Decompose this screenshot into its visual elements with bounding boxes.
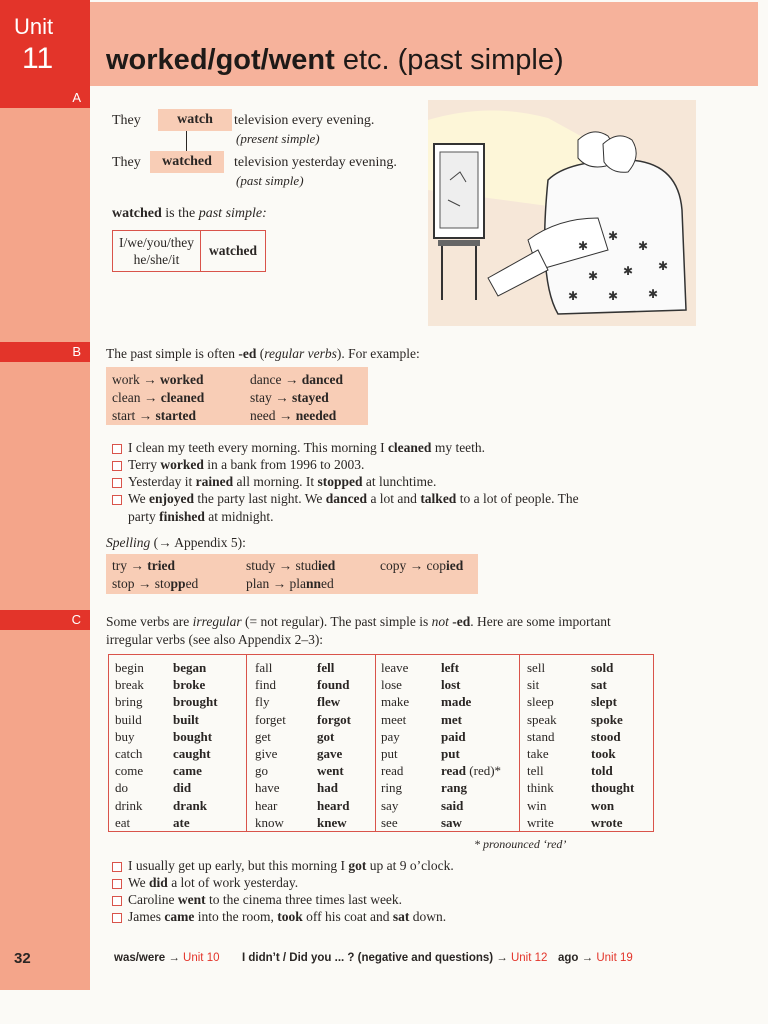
irr-verb-base: lose	[381, 677, 402, 693]
irr-col1-base	[115, 659, 144, 831]
irr-verb-base: sleep	[527, 694, 554, 710]
irr-col2-past	[317, 659, 351, 831]
a-table-subjects: I/we/you/they he/she/it	[113, 231, 201, 272]
a-row2-note: (past simple)	[236, 173, 304, 188]
irr-verb-base: sit	[527, 677, 540, 693]
b-example-1: I clean my teeth every morning. This morning I cleaned my teeth.	[128, 440, 486, 455]
irr-verb-base: hear	[255, 797, 278, 813]
b-spelling-col2: study → studied plan → planned	[246, 558, 336, 591]
left-sidebar	[0, 0, 90, 990]
irr-verb-base: speak	[527, 711, 557, 727]
irr-verb-base: write	[527, 814, 554, 830]
irr-verb-past: saw	[441, 814, 462, 830]
irr-verb-past: sold	[591, 660, 614, 675]
irr-col3-base	[381, 659, 409, 831]
irr-verb-past: forgot	[317, 711, 351, 727]
table-divider	[519, 655, 520, 831]
irr-verb-past: stood	[591, 728, 621, 744]
table-divider	[246, 655, 247, 831]
a-caption: watched is the past simple:	[112, 206, 267, 221]
b-pairs-col1	[112, 371, 204, 425]
irr-verb-past: sat	[591, 677, 607, 693]
irr-col4-past	[591, 659, 634, 831]
irr-verb-past: rang	[441, 780, 467, 796]
irr-verb-base: meet	[381, 711, 407, 727]
irr-verb-base: break	[115, 677, 144, 693]
b-example-2: Terry worked in a bank from 1996 to 2003.	[128, 457, 365, 472]
irr-verb-base: make	[381, 694, 410, 710]
irr-verb-base: tell	[527, 763, 544, 779]
read-pronunciation-note: (red)*	[466, 763, 502, 779]
c-example-4: James came into the room, took off his coat and sat down.	[128, 909, 447, 924]
footer-link-unit-10[interactable]: was/were → Unit 10	[114, 952, 220, 964]
irr-verb-base: go	[255, 763, 268, 779]
b-example-3: Yesterday it rained all morning. It stopped at lunchtime.	[128, 474, 437, 489]
irr-verb-past: lost	[441, 677, 461, 693]
irr-verb-past: got	[317, 728, 335, 744]
irr-verb-past: met	[441, 711, 462, 727]
irr-col4-base	[527, 659, 557, 831]
a-row1-note: (present simple)	[236, 131, 320, 146]
irr-verb-base: take	[527, 746, 549, 762]
illustration-drawing	[428, 100, 696, 326]
section-b-marker: B	[0, 342, 90, 362]
irr-verb-base: pay	[381, 728, 400, 744]
b-spelling-label: Spelling (→ Appendix 5):	[106, 535, 246, 550]
irr-verb-past: heard	[317, 797, 350, 813]
irr-verb-past: broke	[173, 677, 206, 693]
section-a-marker: A	[0, 88, 90, 108]
footer-link-unit-12[interactable]: I didn’t / Did you ... ? (negative and questions) → Unit 12	[242, 952, 548, 964]
svg-text:✱: ✱	[568, 289, 579, 303]
irr-verb-base: get	[255, 728, 271, 744]
irr-verb-base: find	[255, 677, 276, 693]
irr-verb-base: put	[381, 746, 398, 762]
irr-verb-past: thought	[591, 780, 635, 796]
unit-word: Unit	[14, 14, 54, 39]
irr-verb-past: made	[441, 694, 472, 710]
b-pair-clean: clean → cleaned	[112, 390, 205, 405]
page-title: worked/got/went etc. (past simple)	[106, 44, 564, 76]
irr-verb-past: went	[317, 763, 344, 779]
irr-verb-base: know	[255, 814, 284, 830]
irr-verb-past: won	[591, 797, 615, 813]
irr-verb-base: bring	[115, 694, 143, 710]
irr-col1-past	[173, 659, 218, 831]
irr-col2-base	[255, 659, 286, 831]
footer-link-unit-19[interactable]: ago → Unit 19	[558, 952, 633, 964]
irr-verb-past: began	[173, 660, 207, 675]
tv-couple-illustration	[428, 100, 696, 326]
unit-badge	[0, 0, 90, 88]
irr-verb-past: slept	[591, 694, 617, 710]
irr-verb-past: told	[591, 763, 613, 779]
b-pair-start: start → started	[112, 408, 196, 423]
b-pair-stay: stay → stayed	[250, 390, 329, 405]
irr-verb-past: took	[591, 746, 616, 762]
svg-text:✱: ✱	[648, 287, 659, 301]
irr-verb-base: read	[381, 763, 404, 779]
irr-verb-base: think	[527, 780, 554, 796]
irr-verb-past: brought	[173, 694, 218, 710]
irr-verb-base: build	[115, 711, 142, 727]
b-pairs-col2	[250, 371, 343, 425]
irr-verb-base: stand	[527, 728, 555, 744]
a-row2-subject: They	[112, 155, 141, 170]
irr-verb-base: forget	[255, 711, 286, 727]
irr-verb-past: came	[173, 763, 202, 779]
table-divider	[375, 655, 376, 831]
irr-verb-past: built	[173, 711, 200, 727]
b-intro: The past simple is often -ed (regular verbs). For example:	[106, 346, 420, 361]
irr-verb-base: begin	[115, 660, 144, 675]
a-row1-verb: watch	[158, 109, 232, 131]
a-table	[112, 230, 266, 272]
irr-verb-past: found	[317, 677, 350, 693]
c-intro-line1: Some verbs are irregular (= not regular). The past simple is not -ed. Here are some important	[106, 614, 611, 629]
b-pair-work: work → worked	[112, 372, 204, 387]
b-example-4-continued: party finished at midnight.	[128, 509, 274, 524]
svg-text:✱: ✱	[608, 289, 619, 303]
a-row1-subject: They	[112, 113, 141, 128]
a-table-value: watched	[200, 231, 265, 272]
svg-text:✱: ✱	[623, 264, 634, 278]
irr-verb-past: did	[173, 780, 192, 796]
b-spelling-col1: try → tried stop → stopped	[112, 558, 199, 591]
c-example-2: We did a lot of work yesterday.	[128, 875, 299, 890]
b-pair-dance: dance → danced	[250, 372, 343, 387]
irr-verb-past: gave	[317, 746, 343, 762]
irr-verb-past: spoke	[591, 711, 623, 727]
irr-verb-base: sell	[527, 660, 546, 675]
irr-verb-past: bought	[173, 728, 213, 744]
irr-verb-past: paid	[441, 728, 466, 744]
irr-verb-base: see	[381, 814, 398, 830]
irr-verb-base: fly	[255, 694, 270, 710]
irr-verb-past: fell	[317, 660, 335, 675]
irr-verb-past: caught	[173, 746, 211, 762]
irr-verb-past: had	[317, 780, 338, 796]
irr-verb-past: knew	[317, 814, 347, 830]
page-number: 32	[14, 950, 31, 967]
b-pair-need: need → needed	[250, 408, 337, 423]
a-row2-verb: watched	[150, 151, 224, 173]
irr-verb-past: ate	[173, 814, 190, 830]
irr-verb-base: ring	[381, 780, 402, 796]
svg-text:✱: ✱	[658, 259, 669, 273]
irr-verb-past: left	[441, 660, 460, 675]
svg-text:✱: ✱	[608, 229, 619, 243]
irr-verb-base: eat	[115, 814, 131, 830]
irr-verb-past: put	[441, 746, 460, 762]
irr-verb-past: drank	[173, 797, 207, 813]
irr-verb-past: flew	[317, 694, 341, 710]
irr-verb-base: win	[527, 797, 547, 813]
page-header	[90, 2, 758, 86]
irr-verb-base: drink	[115, 797, 143, 813]
irr-verb-base: come	[115, 763, 144, 779]
irr-verb-base: do	[115, 780, 128, 796]
svg-text:✱: ✱	[578, 239, 589, 253]
c-example-1: I usually get up early, but this morning I got up at 9 o’clock.	[128, 858, 454, 873]
irr-col3-past	[441, 659, 501, 831]
c-example-3: Caroline went to the cinema three times last week.	[128, 892, 403, 907]
c-footnote: * pronounced ‘red’	[474, 837, 567, 851]
irr-verb-base: fall	[255, 660, 273, 675]
irr-verb-base: buy	[115, 728, 135, 744]
irr-verb-base: have	[255, 780, 280, 796]
irr-verb-base: say	[381, 797, 399, 813]
svg-text:✱: ✱	[588, 269, 599, 283]
b-example-4: We enjoyed the party last night. We danced a lot and talked to a lot of people. The	[128, 491, 579, 506]
a-connector-line	[186, 131, 187, 151]
a-row2-rest: television yesterday evening.	[234, 155, 397, 170]
b-spelling-col3: copy → copied	[380, 558, 464, 573]
irr-verb-base: leave	[381, 660, 409, 675]
section-c-marker: C	[0, 610, 90, 630]
svg-text:✱: ✱	[638, 239, 649, 253]
irr-verb-base: catch	[115, 746, 143, 762]
irr-verb-base: give	[255, 746, 278, 762]
a-row1-rest: television every evening.	[234, 113, 375, 128]
irregular-verbs-table	[108, 654, 654, 832]
irr-verb-past: read (red)*	[441, 763, 502, 779]
unit-number: 11	[22, 42, 54, 75]
irr-verb-past: wrote	[591, 814, 623, 830]
c-intro-line2: irregular verbs (see also Appendix 2–3):	[106, 632, 324, 647]
irr-verb-past: said	[441, 797, 464, 813]
